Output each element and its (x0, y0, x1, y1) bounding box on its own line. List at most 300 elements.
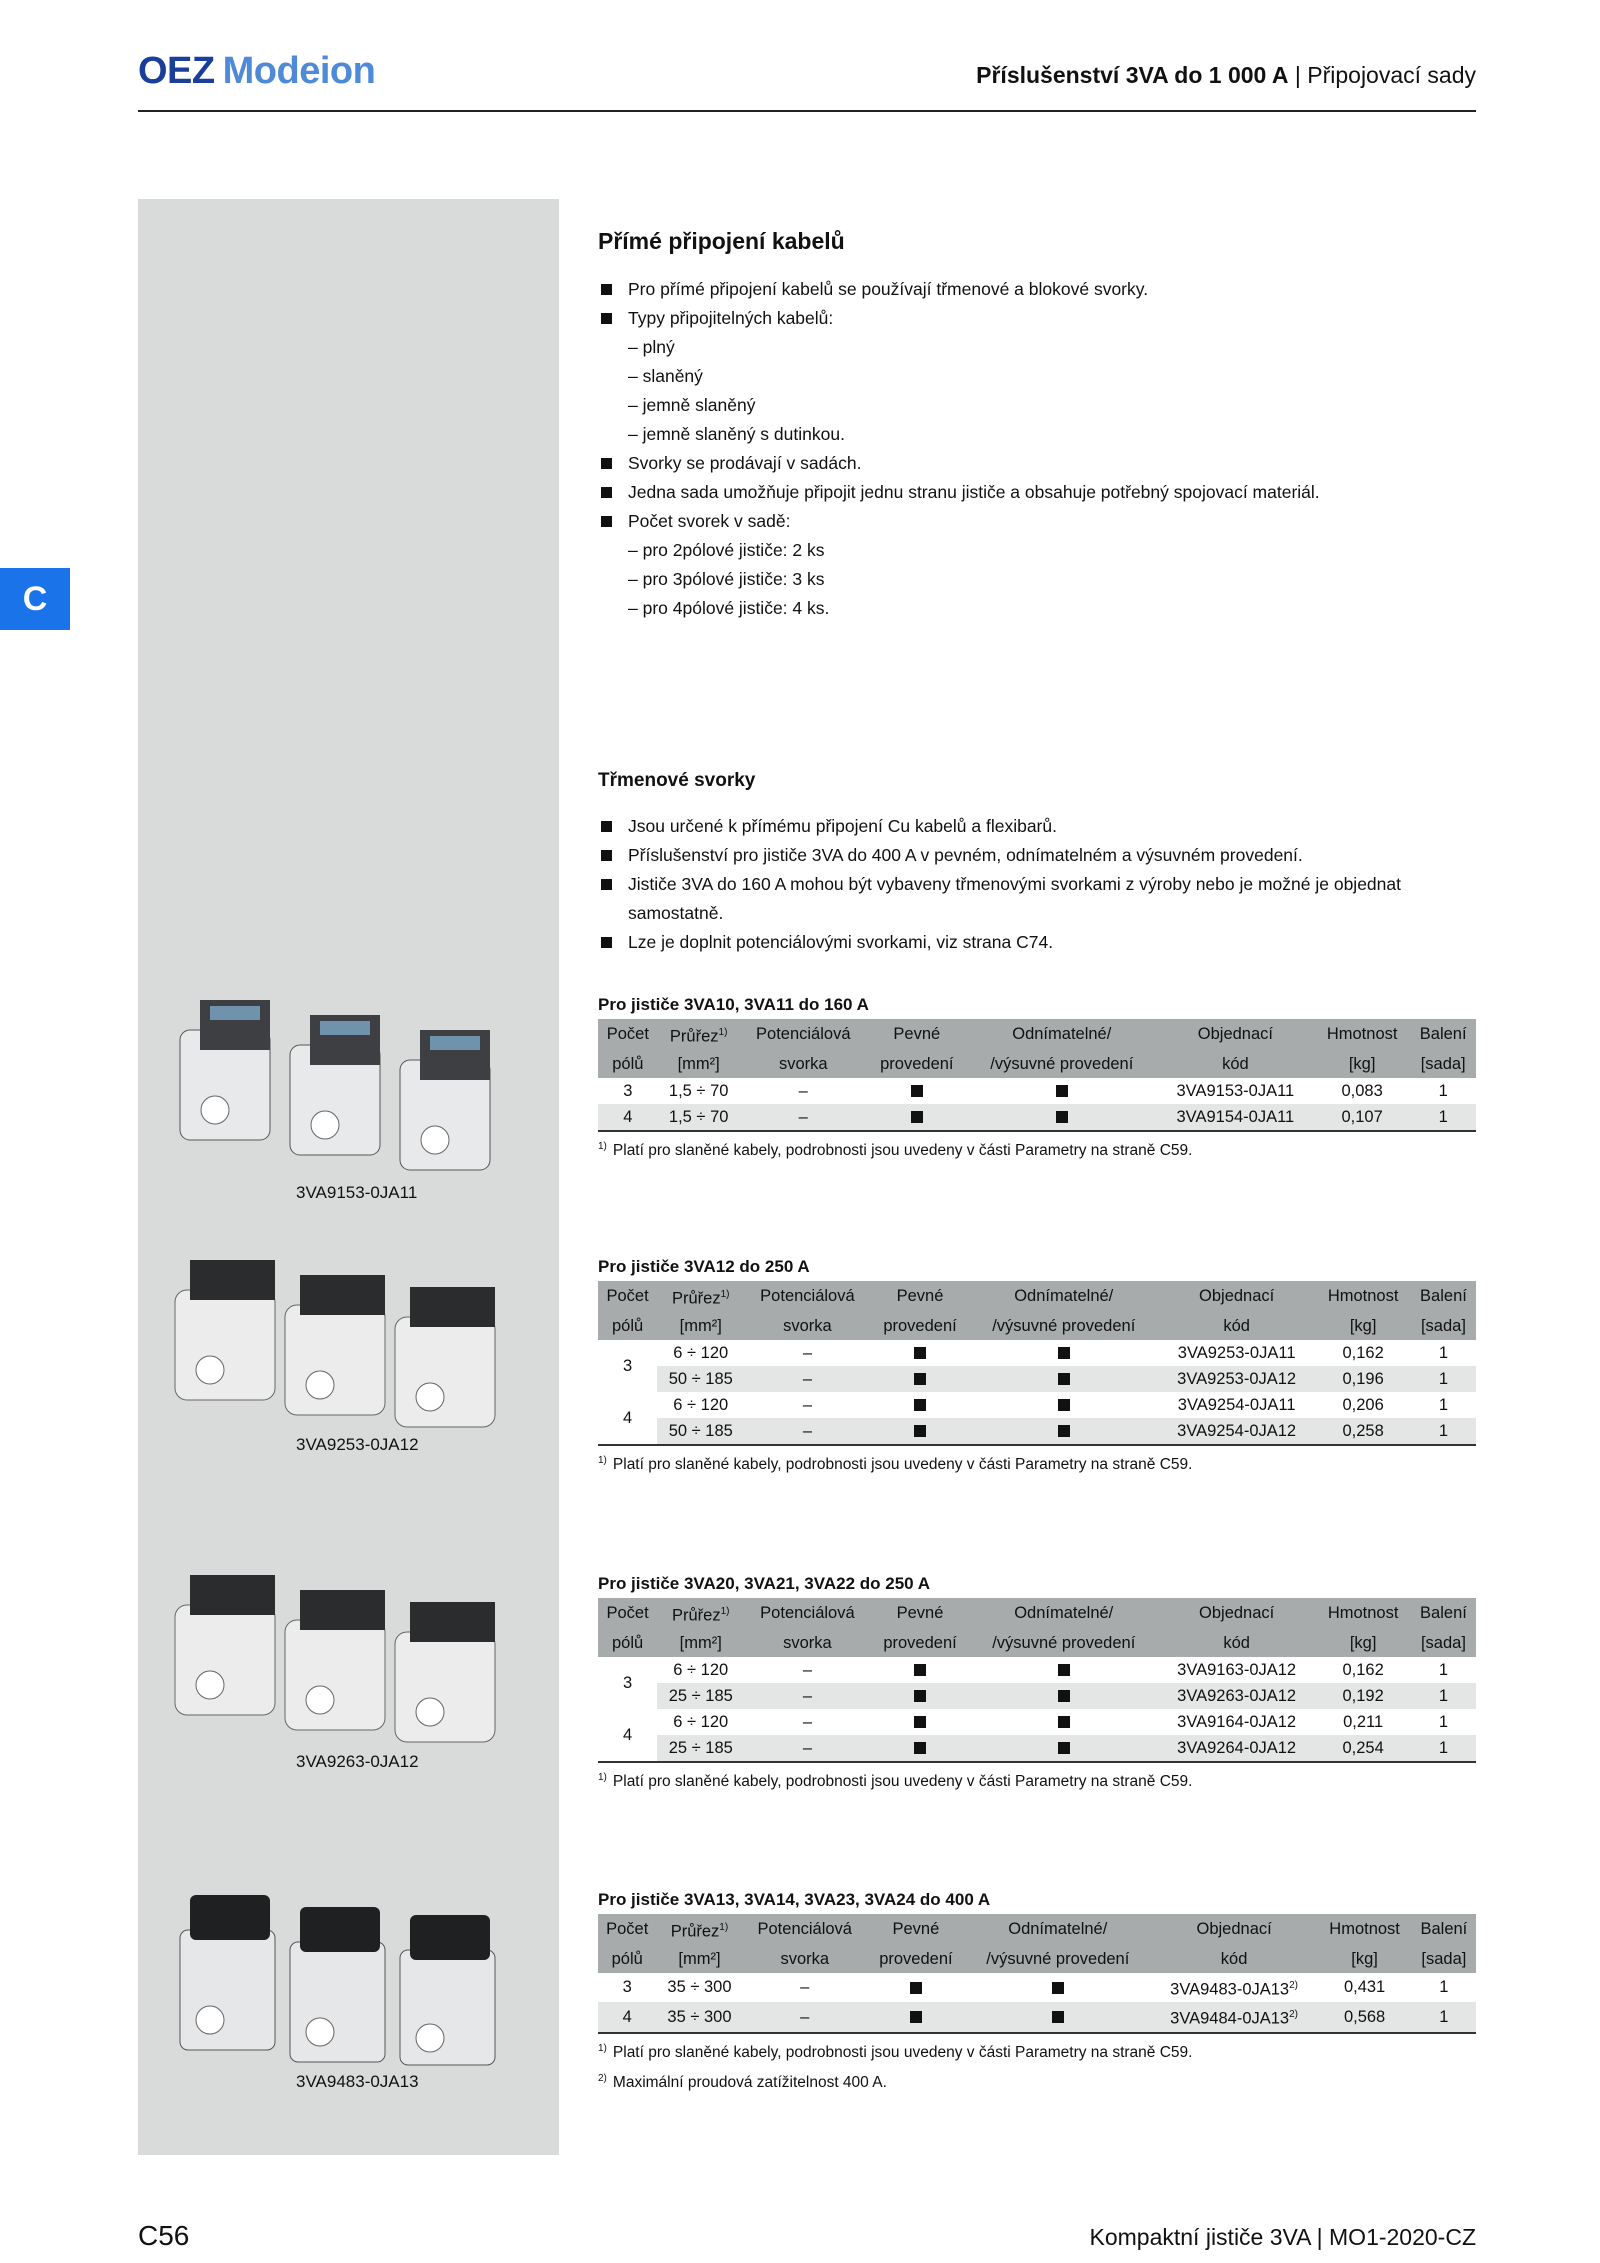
order-code: 3VA9163-0JA12 (1177, 1660, 1297, 1679)
cross-section-cell: 6 ÷ 120 (673, 1343, 729, 1362)
order-code: 3VA9483-0JA13 (1170, 1980, 1290, 1998)
column-header (1411, 1281, 1476, 1313)
terminal-image-2 (160, 1255, 540, 1435)
available-mark-icon (1056, 1085, 1068, 1097)
order-code: 3VA9254-0JA11 (1177, 1395, 1296, 1414)
fixed-version-cell (870, 1735, 969, 1762)
table-row (598, 1709, 1476, 1735)
column-header (1151, 1946, 1318, 1973)
cross-section-cell: 50 ÷ 185 (657, 1418, 744, 1445)
potential-terminal-cell: – (802, 1343, 812, 1362)
withdrawable-version-cell (965, 1973, 1151, 2003)
list-item: Jedna sada umožňuje připojit jednu stranu jističe a obsahuje potřebný spojovací materiál. (598, 478, 1478, 507)
column-header (1317, 1914, 1411, 1946)
column-header (744, 1598, 870, 1630)
column-header-label: Počet (606, 1287, 649, 1306)
poles-cell: 4 (598, 1392, 657, 1445)
fixed-version-cell (870, 1657, 969, 1683)
order-code-cell (1158, 1340, 1315, 1366)
pack-cell: 1 (1412, 2002, 1476, 2033)
product-table (598, 1281, 1476, 1446)
column-header-label: Balení (1419, 1025, 1467, 1044)
footnote (598, 1767, 1476, 1793)
pack-cell: 1 (1439, 1978, 1449, 1997)
column-header-label: Objednací (1199, 1604, 1275, 1623)
terminal-block-3 (400, 1030, 490, 1170)
terminal-block-1 (180, 1000, 270, 1140)
withdrawable-version-cell (967, 1104, 1157, 1131)
potential-terminal-cell: – (798, 1081, 808, 1100)
poles-cell: 3 (598, 1340, 657, 1392)
fixed-version-cell (867, 1104, 967, 1131)
column-header-label: Balení (1420, 1920, 1468, 1939)
available-mark-icon (1052, 2011, 1064, 2023)
terminal-block-2 (290, 1907, 385, 2062)
terminal-block-2 (285, 1590, 385, 1730)
order-code-cell (1151, 2002, 1318, 2033)
list-subitem: – plný (628, 337, 675, 357)
footnote-mark: 1) (718, 1027, 728, 1038)
column-header-label: pólů (612, 1054, 644, 1073)
column-header-label: [sada] (1420, 1633, 1466, 1652)
footnote (598, 2068, 1476, 2094)
available-mark-icon (914, 1425, 926, 1437)
column-header-label: [kg] (1349, 1633, 1377, 1652)
fixed-version-cell (870, 1709, 969, 1735)
list-subitem: – jemně slaněný (628, 395, 756, 415)
column-header (867, 1914, 965, 1946)
pack-cell: 1 (1411, 1683, 1476, 1709)
terminal-image-1 (160, 990, 540, 1180)
column-header (1315, 1630, 1411, 1657)
column-header (1158, 1598, 1315, 1630)
table-title: Pro jističe 3VA13, 3VA14, 3VA23, 3VA24 do 400 A (598, 1890, 991, 1909)
pack-cell: 1 (1438, 1660, 1449, 1679)
column-header (658, 1019, 740, 1051)
weight-cell: 0,192 (1315, 1683, 1411, 1709)
column-header-label: Potenciálová (757, 1920, 852, 1939)
column-header-label: Hmotnost (1329, 1920, 1400, 1939)
withdrawable-version-cell (970, 1418, 1158, 1445)
withdrawable-version-cell (970, 1392, 1158, 1418)
footnote-mark: 2) (1289, 1979, 1299, 1991)
column-header-label: provedení (880, 1054, 954, 1073)
weight-cell: 0,211 (1343, 1712, 1384, 1731)
column-header (1315, 1598, 1411, 1630)
column-header (598, 1281, 657, 1313)
order-code: 3VA9164-0JA12 (1177, 1712, 1297, 1731)
column-header-label: [kg] (1349, 1316, 1377, 1335)
footnote-text: Platí pro slaněné kabely, podrobnosti jsou uvedeny v části Parametry na straně C59. (612, 1772, 1193, 1790)
column-header-label: Pevné (896, 1604, 944, 1623)
pack-cell: 1 (1410, 1104, 1476, 1131)
cross-section-cell: 35 ÷ 300 (667, 1978, 732, 1997)
list-item: Svorky se prodávají v sadách. (598, 449, 1478, 478)
withdrawable-version-cell (970, 1366, 1158, 1392)
poles-cell: 3 (598, 1657, 657, 1709)
column-header-label: Objednací (1197, 1025, 1273, 1044)
terminal-image-3 (160, 1570, 540, 1750)
column-header (870, 1630, 969, 1657)
available-mark-icon (1058, 1742, 1070, 1754)
poles-cell: 3 (622, 1978, 632, 1997)
order-code-cell (1158, 1709, 1315, 1735)
column-header (657, 1598, 744, 1630)
column-header-label: Počet (606, 1025, 649, 1044)
pack-cell: 1 (1411, 1418, 1476, 1445)
column-header-label: Hmotnost (1326, 1025, 1398, 1044)
column-header (1411, 1313, 1476, 1340)
weight-cell: 0,196 (1315, 1366, 1411, 1392)
fixed-version-cell (870, 1418, 969, 1445)
column-header-label: kód (1222, 1054, 1249, 1073)
weight-cell: 0,206 (1342, 1395, 1384, 1414)
order-code-cell (1158, 1418, 1315, 1445)
footer-product: Kompaktní jističe 3VA (1089, 2224, 1311, 2250)
column-header (1411, 1598, 1476, 1630)
footnote (598, 1450, 1476, 1476)
column-header-label: Počet (606, 1604, 649, 1623)
footnote-mark: 1) (720, 1606, 730, 1617)
poles-cell: 4 (598, 1104, 658, 1131)
weight-cell: 0,162 (1342, 1660, 1384, 1679)
available-mark-icon (1056, 1111, 1068, 1123)
list-subitem: – pro 2pólové jističe: 2 ks (628, 540, 825, 560)
order-code-cell (1158, 1392, 1315, 1418)
column-header-label: svorka (780, 1949, 830, 1968)
image-label-3: 3VA9263-0JA12 (296, 1752, 419, 1771)
terminal-block-3 (400, 1915, 495, 2065)
potential-terminal-cell: – (802, 1395, 812, 1414)
pack-cell: 1 (1438, 1343, 1449, 1362)
poles-cell: 4 (598, 1709, 657, 1762)
column-header (1412, 1946, 1476, 1973)
column-header (656, 1946, 742, 1973)
column-header-label: pólů (611, 1949, 643, 1968)
footer-doc-code: MO1-2020-CZ (1329, 2224, 1476, 2250)
image-label-4: 3VA9483-0JA13 (296, 2072, 419, 2091)
order-code: 3VA9253-0JA12 (1177, 1369, 1297, 1388)
potential-terminal-cell: – (800, 1978, 810, 1997)
withdrawable-version-cell (970, 1340, 1158, 1366)
available-mark-icon (1058, 1347, 1070, 1359)
table-row (598, 1340, 1476, 1366)
list-subitem: – slaněný (628, 366, 703, 386)
column-header-label: Balení (1420, 1604, 1467, 1623)
weight-cell: 0,568 (1317, 2002, 1411, 2033)
available-mark-icon (914, 1373, 926, 1385)
available-mark-icon (1058, 1716, 1070, 1728)
column-header-label: Potenciálová (756, 1025, 851, 1044)
column-header-label: Pevné (892, 1920, 940, 1939)
cross-section-cell: 6 ÷ 120 (673, 1660, 729, 1679)
column-header (970, 1313, 1158, 1340)
table-row (598, 1418, 1476, 1445)
available-mark-icon (911, 1085, 923, 1097)
column-header (967, 1051, 1157, 1078)
column-header-label: [mm²] (679, 1316, 722, 1335)
cross-section-cell: 6 ÷ 120 (673, 1395, 729, 1414)
column-header-label: Hmotnost (1327, 1287, 1399, 1306)
column-header-label: [sada] (1421, 1949, 1467, 1968)
footnote-mark: 1) (598, 1140, 607, 1152)
potential-terminal-cell: – (744, 1735, 870, 1762)
order-code: 3VA9264-0JA12 (1177, 1738, 1297, 1757)
table-row (598, 1973, 1476, 2003)
order-code-cell (1158, 1657, 1315, 1683)
column-header-label: [mm²] (677, 1054, 720, 1073)
column-header (656, 1914, 742, 1946)
column-header (598, 1598, 657, 1630)
available-mark-icon (911, 1111, 923, 1123)
fixed-version-cell (870, 1366, 969, 1392)
column-header-label: /výsuvné provedení (986, 1949, 1130, 1968)
available-mark-icon (1058, 1425, 1070, 1437)
terminal-block-1 (175, 1260, 275, 1400)
table-block-3 (598, 1574, 1476, 1793)
cross-section-cell: 25 ÷ 185 (657, 1683, 744, 1709)
cross-section-cell: 1,5 ÷ 70 (658, 1104, 740, 1131)
footnote-mark: 2) (1289, 2009, 1299, 2020)
column-header-label: [mm²] (678, 1949, 721, 1968)
product-table (598, 1598, 1476, 1763)
column-header (743, 1946, 867, 1973)
list-subitem: – jemně slaněný s dutinkou. (628, 424, 845, 444)
footer-text (1090, 2224, 1477, 2251)
column-header-label: svorka (783, 1316, 832, 1335)
potential-terminal-cell: – (744, 1366, 870, 1392)
column-header (598, 1019, 658, 1051)
list-item: Jsou určené k přímému připojení Cu kabelů a flexibarů. (598, 812, 1478, 841)
header-separator: | (1294, 62, 1301, 88)
available-mark-icon (910, 2011, 922, 2023)
column-header-label: Odnímatelné/ (1014, 1604, 1114, 1623)
column-header (657, 1281, 744, 1313)
column-header (740, 1051, 867, 1078)
withdrawable-version-cell (965, 2002, 1151, 2033)
terminal-block-3 (395, 1287, 495, 1427)
order-code: 3VA9153-0JA11 (1176, 1081, 1295, 1100)
potential-terminal-cell: – (802, 1712, 812, 1731)
column-header (1315, 1313, 1411, 1340)
order-code-cell (1151, 1973, 1318, 2003)
column-header (1317, 1946, 1411, 1973)
order-code-cell (1158, 1683, 1315, 1709)
header-rule (138, 110, 1476, 112)
footnote-mark: 2) (598, 2072, 607, 2084)
table-title: Pro jističe 3VA12 do 250 A (598, 1257, 810, 1276)
footnote (598, 2038, 1476, 2064)
column-header-label: svorka (783, 1633, 832, 1652)
column-header-label: Objednací (1196, 1920, 1272, 1939)
footnote-mark: 1) (720, 1289, 730, 1300)
column-header (1157, 1051, 1314, 1078)
withdrawable-version-cell (967, 1078, 1157, 1104)
available-mark-icon (914, 1690, 926, 1702)
footnote-mark: 1) (598, 1454, 607, 1466)
image-label-2: 3VA9253-0JA12 (296, 1435, 419, 1454)
footer-separator: | (1316, 2224, 1323, 2250)
fixed-version-cell (870, 1683, 969, 1709)
column-header (1314, 1019, 1410, 1051)
column-header-label: pólů (611, 1633, 644, 1652)
column-header (1157, 1019, 1314, 1051)
footnote-mark: 1) (598, 2042, 607, 2054)
cross-section-cell: 25 ÷ 185 (657, 1735, 744, 1762)
column-header (970, 1281, 1158, 1313)
header-title (976, 62, 1476, 89)
column-header (598, 1630, 657, 1657)
list-item: Příslušenství pro jističe 3VA do 400 A v pevném, odnímatelném a výsuvném provedení. (598, 841, 1478, 870)
column-header (1158, 1313, 1315, 1340)
table-row (598, 1392, 1476, 1418)
available-mark-icon (1058, 1373, 1070, 1385)
column-header (657, 1313, 744, 1340)
withdrawable-version-cell (970, 1657, 1158, 1683)
pack-cell: 1 (1438, 1081, 1448, 1100)
section-bullet-list (598, 275, 1478, 623)
table-block-1 (598, 995, 1476, 1162)
pack-cell: 1 (1411, 1735, 1476, 1762)
terminal-block-2 (290, 1015, 380, 1155)
weight-cell: 0,107 (1314, 1104, 1410, 1131)
available-mark-icon (914, 1399, 926, 1411)
table-header-row (598, 1313, 1476, 1340)
column-header-label: Potenciálová (760, 1287, 855, 1306)
terminal-block-1 (175, 1575, 275, 1715)
available-mark-icon (1058, 1690, 1070, 1702)
column-header (867, 1019, 967, 1051)
table-header-row (598, 1598, 1476, 1630)
column-header-label: kód (1223, 1316, 1250, 1335)
fixed-version-cell (867, 2002, 965, 2033)
column-header-label: /výsuvné provedení (992, 1316, 1136, 1335)
column-header-label: Balení (1420, 1287, 1467, 1306)
column-header (870, 1598, 969, 1630)
table-header-row (598, 1281, 1476, 1313)
list-item: Lze je doplnit potenciálovými svorkami, viz strana C74. (598, 928, 1478, 957)
order-code: 3VA9484-0JA13 (1170, 2009, 1290, 2028)
column-header-label: Odnímatelné/ (1008, 1920, 1108, 1939)
table-row (598, 1657, 1476, 1683)
footnote-mark: 1) (719, 1922, 729, 1933)
potential-terminal-cell: – (743, 2002, 867, 2033)
brand-modeion: Modeion (222, 50, 376, 92)
terminal-block-1 (180, 1895, 275, 2050)
column-header-label: provedení (879, 1949, 953, 1968)
column-header (1151, 1914, 1318, 1946)
column-header (867, 1946, 965, 1973)
column-header-label: pólů (611, 1316, 644, 1335)
table-header-row (598, 1019, 1476, 1051)
column-header-label: kód (1220, 1949, 1248, 1968)
column-header (1410, 1019, 1476, 1051)
column-header (740, 1019, 867, 1051)
poles-cell: 4 (598, 2002, 656, 2033)
column-header (598, 1946, 656, 1973)
table-row (598, 2002, 1476, 2033)
fixed-version-cell (870, 1392, 969, 1418)
column-header (744, 1281, 870, 1313)
column-header-label: [kg] (1348, 1054, 1376, 1073)
column-header-label: provedení (883, 1633, 957, 1652)
product-table (598, 1914, 1476, 2034)
column-header (965, 1946, 1151, 1973)
column-header (867, 1051, 967, 1078)
order-code-cell (1157, 1104, 1314, 1131)
column-header (1410, 1051, 1476, 1078)
available-mark-icon (914, 1664, 926, 1676)
weight-cell: 0,254 (1315, 1735, 1411, 1762)
list-subitem: – pro 4pólové jističe: 4 ks. (628, 598, 830, 618)
column-header-label: Průřez (670, 1922, 720, 1941)
available-mark-icon (914, 1742, 926, 1754)
footnote-text: Platí pro slaněné kabely, podrobnosti jsou uvedeny v části Parametry na straně C59. (612, 2043, 1193, 2061)
available-mark-icon (1058, 1664, 1070, 1676)
subsection-title: Třmenové svorky (598, 770, 756, 791)
order-code-cell (1158, 1366, 1315, 1392)
potential-terminal-cell: – (744, 1418, 870, 1445)
column-header (967, 1019, 1157, 1051)
order-code: 3VA9263-0JA12 (1177, 1686, 1297, 1705)
order-code: 3VA9154-0JA11 (1176, 1107, 1295, 1126)
column-header-label: kód (1223, 1633, 1250, 1652)
header-title-sub: Připojovací sady (1307, 62, 1476, 88)
withdrawable-version-cell (970, 1683, 1158, 1709)
list-subitem: – pro 3pólové jističe: 3 ks (628, 569, 825, 589)
footnote-text: Platí pro slaněné kabely, podrobnosti jsou uvedeny v části Parametry na straně C59. (612, 1141, 1193, 1159)
available-mark-icon (1058, 1399, 1070, 1411)
column-header (657, 1630, 744, 1657)
available-mark-icon (1052, 1982, 1064, 1994)
column-header (1158, 1281, 1315, 1313)
column-header-label: Odnímatelné/ (1014, 1287, 1114, 1306)
available-mark-icon (910, 1982, 922, 1994)
table-header-row (598, 1946, 1476, 1973)
weight-cell: 0,258 (1315, 1418, 1411, 1445)
fixed-version-cell (867, 1078, 967, 1104)
section-direct-connection (598, 228, 1478, 623)
cross-section-cell: 6 ÷ 120 (673, 1712, 729, 1731)
column-header (1411, 1630, 1476, 1657)
terminal-image-4 (160, 1890, 540, 2070)
column-header-label: Průřez (672, 1606, 721, 1625)
column-header-label: Počet (606, 1920, 649, 1939)
list-item: Jističe 3VA do 160 A mohou být vybaveny třmenovými svorkami z výroby nebo je možné je objednat samostatně. (598, 870, 1478, 928)
withdrawable-version-cell (970, 1709, 1158, 1735)
table-title: Pro jističe 3VA10, 3VA11 do 160 A (598, 995, 869, 1014)
section-stirrup-terminals (598, 770, 1478, 957)
column-header (598, 1313, 657, 1340)
column-header (598, 1914, 656, 1946)
list-item: Typy připojitelných kabelů: (598, 304, 1478, 333)
available-mark-icon (914, 1347, 926, 1359)
brand-logo (138, 50, 375, 93)
withdrawable-version-cell (970, 1735, 1158, 1762)
column-header-label: Odnímatelné/ (1012, 1025, 1112, 1044)
table-header-row (598, 1914, 1476, 1946)
order-code: 3VA9254-0JA12 (1177, 1421, 1297, 1440)
table-block-4 (598, 1890, 1476, 2094)
column-header (658, 1051, 740, 1078)
column-header (1158, 1630, 1315, 1657)
column-header (1412, 1914, 1476, 1946)
terminal-block-3 (395, 1602, 495, 1742)
table-header-row (598, 1630, 1476, 1657)
column-header (743, 1914, 867, 1946)
column-header (744, 1630, 870, 1657)
terminal-block-2 (285, 1275, 385, 1415)
